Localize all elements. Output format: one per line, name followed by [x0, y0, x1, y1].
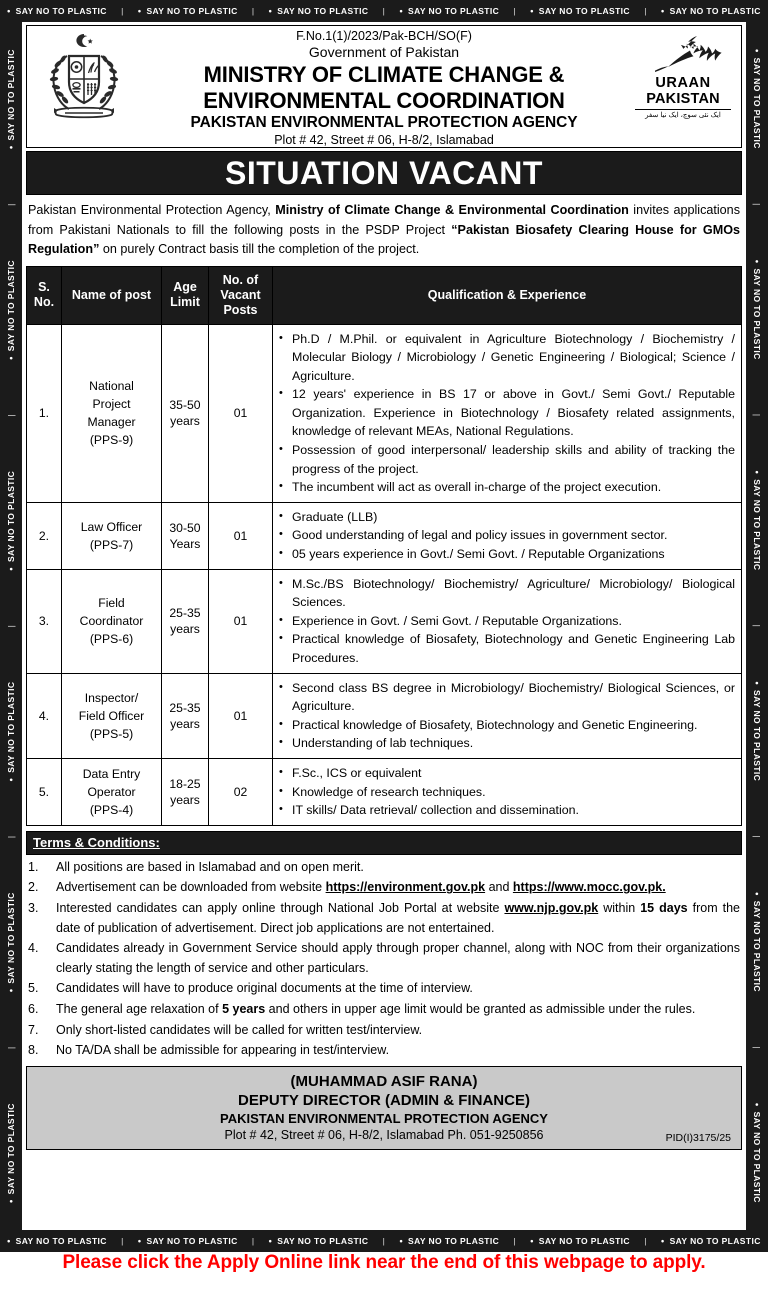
- bullet-icon: •: [5, 145, 16, 149]
- bullet-icon: •: [399, 1235, 403, 1246]
- plastic-strip-left: [0, 22, 22, 1230]
- term-number: 5.: [28, 981, 39, 996]
- sno-line2: No.: [33, 295, 55, 309]
- qualification-item: • 12 years' experience in BS 17 or above in Govt./ Semi Govt./ Reputable Organization. Experience in Biotechnology / Biosafety related assignments, knowledge of relevant MEAs, National Regulations.: [277, 385, 735, 441]
- plastic-strip-separator: |: [752, 413, 762, 417]
- intro-text-1: Pakistan Environmental Protection Agency,: [28, 203, 276, 217]
- term-number: 8.: [28, 1043, 39, 1058]
- post-name-line: Inspector/: [84, 690, 139, 705]
- pakistan-emblem-icon: [41, 30, 127, 126]
- plastic-strip-unit: [6, 49, 16, 149]
- bullet-icon: •: [268, 1235, 273, 1246]
- table-body: [27, 324, 742, 825]
- qualification-item: • Understanding of lab techniques.: [277, 734, 735, 753]
- age-limit-line: years: [170, 622, 200, 637]
- qualification-item: • IT skills/ Data retrieval/ collection and dissemination.: [277, 801, 735, 820]
- plastic-strip-separator: |: [121, 6, 124, 16]
- column-header-age: [162, 266, 209, 324]
- plastic-strip-separator: |: [6, 624, 16, 628]
- plastic-strip-text: SAY NO TO PLASTIC: [15, 6, 107, 16]
- age-limit-line: years: [170, 716, 200, 731]
- bullet-icon: •: [5, 1199, 16, 1203]
- plastic-strip-right: [746, 22, 768, 1230]
- qualification-item: • Possession of good interpersonal/ leadership skills and ability of tracking the progress of the project.: [277, 441, 735, 478]
- plastic-strip-separator: |: [121, 1236, 124, 1246]
- intro-text-3: on purely Contract basis till the completion of the project.: [99, 242, 420, 256]
- cell-qualification: [273, 758, 742, 825]
- age-limit-line: 25-35: [169, 700, 201, 715]
- signatory-address: Plot # 42, Street # 06, H-8/2, Islamabad Ph. 051-9250856: [224, 1127, 544, 1142]
- cell-serial-number: 2.: [27, 502, 62, 569]
- term-number: 2.: [28, 880, 39, 895]
- cell-vacant-posts: 01: [209, 502, 273, 569]
- vacant-line3: Posts: [223, 302, 258, 317]
- post-name-line: Manager: [87, 415, 136, 430]
- bullet-icon: •: [530, 1235, 534, 1246]
- plastic-strip-text: SAY NO TO PLASTIC: [752, 268, 762, 360]
- plastic-strip-text: SAY NO TO PLASTIC: [408, 1236, 500, 1246]
- qualification-item: • M.Sc./BS Biotechnology/ Biochemistry/ Agriculture/ Microbiology/ Biological Sciences.: [277, 575, 735, 612]
- term-text: Interested candidates can apply online through National Job Portal at website www.njp.gov.pk within 15 days from the date of publication of advertisement. Direct job applications are not entertained.: [56, 900, 740, 935]
- cell-post-name: [62, 758, 162, 825]
- masthead: [26, 25, 742, 148]
- term-text: Candidates will have to produce original documents at the time of interview.: [56, 981, 473, 996]
- vacancy-table: [26, 266, 742, 826]
- cell-qualification: [273, 502, 742, 569]
- bullet-icon: •: [137, 1235, 142, 1246]
- plastic-strip-text: SAY NO TO PLASTIC: [752, 900, 762, 992]
- bullet-icon: •: [5, 988, 16, 993]
- post-name-line: (PPS-7): [89, 537, 134, 552]
- table-row: [27, 502, 742, 569]
- qualification-list: [277, 508, 735, 564]
- term-text: All positions are based in Islamabad and on open merit.: [56, 859, 364, 874]
- plastic-strip-unit: [6, 1103, 16, 1203]
- uraan-line2: PAKISTAN: [646, 90, 720, 107]
- plastic-strip-separator: |: [251, 1236, 255, 1246]
- cell-qualification: [273, 569, 742, 673]
- qualification-item: • Knowledge of research techniques.: [277, 783, 735, 802]
- vacant-line1: No. of: [222, 272, 259, 287]
- bullet-icon: •: [7, 1235, 11, 1246]
- term-text: Candidates already in Government Service should apply through proper channel, along with NOC from their organizations clearly stating the length of service and other particulars.: [56, 941, 740, 975]
- plastic-strip-separator: |: [6, 1046, 16, 1049]
- signatory-organization: PAKISTAN ENVIRONMENTAL PROTECTION AGENCY: [220, 1110, 548, 1126]
- plastic-strip-text: SAY NO TO PLASTIC: [752, 1111, 762, 1203]
- bullet-icon: •: [268, 5, 273, 16]
- term-item: [28, 1041, 740, 1061]
- cell-age-limit: [162, 758, 209, 825]
- plastic-strip-unit: [752, 681, 762, 781]
- term-emphasis: 15 days: [640, 900, 688, 915]
- plastic-strip-text: SAY NO TO PLASTIC: [146, 6, 238, 16]
- cell-vacant-posts: 01: [209, 569, 273, 673]
- plastic-strip-separator: |: [644, 6, 647, 16]
- table-header: [27, 266, 742, 324]
- post-name-line: Coordinator: [79, 614, 144, 629]
- cell-post-name: [62, 673, 162, 758]
- plastic-strip-unit: [752, 1103, 762, 1203]
- term-number: 6.: [28, 1001, 39, 1016]
- plastic-strip-separator: |: [6, 203, 16, 206]
- term-item: [28, 858, 740, 878]
- bullet-icon: •: [137, 5, 142, 16]
- qualification-item: • Graduate (LLB): [277, 508, 735, 527]
- plastic-strip-text: SAY NO TO PLASTIC: [408, 6, 500, 16]
- qualification-item: • Second class BS degree in Microbiology/ Biochemistry/ Biological Sciences, or Agriculture.: [277, 679, 735, 716]
- plastic-strip-unit: [7, 6, 107, 16]
- plastic-strip-unit: [530, 1236, 630, 1246]
- intro-paragraph: [26, 201, 742, 260]
- table-row: [27, 569, 742, 673]
- plastic-strip-unit: [6, 260, 16, 360]
- cell-age-limit: [162, 673, 209, 758]
- term-emphasis: 5 years: [222, 1001, 266, 1016]
- term-link[interactable]: www.njp.gov.pk: [504, 900, 599, 915]
- cell-age-limit: [162, 324, 209, 502]
- plastic-strip-unit: [661, 6, 761, 16]
- bullet-icon: •: [5, 777, 16, 782]
- bullet-icon: •: [752, 259, 763, 264]
- plastic-strip-separator: |: [752, 1046, 762, 1049]
- plastic-strip-unit: [6, 682, 16, 782]
- post-name-line: (PPS-9): [89, 433, 134, 448]
- post-name-line: Law Officer: [80, 519, 143, 534]
- plastic-strip-text: SAY NO TO PLASTIC: [6, 681, 16, 773]
- apply-online-notice: Please click the Apply Online link near the end of this webpage to apply.: [62, 1252, 706, 1273]
- age-limit-line: Years: [169, 536, 201, 551]
- age-limit-line: 25-35: [169, 606, 201, 621]
- plastic-strip-unit: [138, 6, 238, 16]
- qualification-item: • Practical knowledge of Biosafety, Biotechnology and Genetic Engineering Lab Procedures.: [277, 630, 735, 667]
- age-limit-line: 30-50: [169, 520, 201, 535]
- term-link[interactable]: https://www.mocc.gov.pk.: [512, 880, 666, 895]
- plastic-strip-text: SAY NO TO PLASTIC: [6, 260, 16, 352]
- plastic-strip-unit: [399, 6, 499, 16]
- terms-heading: Terms & Conditions:: [33, 834, 160, 850]
- bullet-icon: •: [399, 5, 403, 16]
- plastic-strip-unit: [7, 1236, 107, 1246]
- qualification-item: • F.Sc., ICS or equivalent: [277, 764, 735, 783]
- term-number: 3.: [28, 900, 39, 915]
- table-row: [27, 758, 742, 825]
- plastic-strip-unit: [752, 49, 762, 149]
- term-item: [28, 979, 740, 999]
- ministry-name-line1: MINISTRY OF CLIMATE CHANGE &: [203, 62, 565, 87]
- plastic-strip-separator: |: [644, 1236, 647, 1246]
- plastic-strip-separator: |: [6, 835, 16, 839]
- plastic-strip-separator: |: [382, 6, 386, 16]
- sno-line1: S.: [38, 280, 50, 294]
- plastic-strip-separator: |: [6, 413, 16, 417]
- plastic-strip-text: SAY NO TO PLASTIC: [6, 1103, 16, 1195]
- cell-serial-number: 5.: [27, 758, 62, 825]
- uraan-line1: URAAN: [655, 75, 711, 91]
- plastic-strip-text: SAY NO TO PLASTIC: [146, 1236, 238, 1246]
- plastic-strip-separator: |: [513, 6, 517, 16]
- plastic-strip-separator: |: [251, 6, 255, 16]
- plastic-strip-text: SAY NO TO PLASTIC: [752, 57, 762, 149]
- plastic-strip-separator: |: [513, 1236, 517, 1246]
- term-text: Only short-listed candidates will be called for written test/interview.: [56, 1022, 423, 1037]
- qualification-item: • The incumbent will act as overall in-charge of the project execution.: [277, 478, 735, 497]
- cell-serial-number: 1.: [27, 324, 62, 502]
- situation-vacant-banner: SITUATION VACANT: [26, 151, 742, 195]
- term-text: The general age relaxation of 5 years and others in upper age limit would be granted as admissible under the rules.: [56, 1001, 696, 1016]
- age-limit-line: 18-25: [169, 776, 201, 791]
- plastic-strip-unit: [752, 892, 762, 992]
- bullet-icon: •: [5, 567, 16, 571]
- government-label: Government of Pakistan: [308, 44, 460, 60]
- term-item: [28, 878, 740, 898]
- plastic-strip-text: SAY NO TO PLASTIC: [752, 690, 762, 782]
- plastic-strip-text: SAY NO TO PLASTIC: [6, 49, 16, 141]
- plastic-strip-unit: [530, 6, 630, 16]
- bullet-icon: •: [530, 5, 534, 16]
- table-row: [27, 324, 742, 502]
- cell-vacant-posts: 01: [209, 324, 273, 502]
- plastic-strip-unit: [6, 471, 16, 571]
- signatory-name: (MUHAMMAD ASIF RANA): [290, 1072, 478, 1090]
- qualification-item: • Practical knowledge of Biosafety, Biotechnology and Genetic Engineering.: [277, 716, 735, 735]
- qualification-item: • Experience in Govt. / Semi Govt. / Reputable Organizations.: [277, 612, 735, 631]
- qualification-list: [277, 764, 735, 820]
- qualification-list: [277, 575, 735, 668]
- age-line1: Age: [173, 280, 197, 294]
- qualification-item: • Good understanding of legal and policy issues in government sector.: [277, 526, 735, 545]
- plastic-strip-unit: [752, 471, 762, 571]
- signature-block: [26, 1066, 742, 1150]
- cell-qualification: [273, 324, 742, 502]
- plastic-strip-text: SAY NO TO PLASTIC: [752, 479, 762, 571]
- cell-post-name: [62, 569, 162, 673]
- bullet-icon: •: [752, 1103, 763, 1107]
- plastic-strip-unit: [269, 1236, 369, 1246]
- intro-ministry-bold: Ministry of Climate Change & Environmental Coordination: [275, 203, 629, 217]
- cell-post-name: [62, 502, 162, 569]
- post-name-line: Field Officer: [78, 708, 145, 723]
- age-line2: Limit: [170, 295, 200, 309]
- age-limit-line: 35-50: [169, 398, 201, 413]
- plastic-strip-unit: [6, 892, 16, 992]
- uraan-pakistan-logo: [635, 32, 731, 119]
- cell-serial-number: 4.: [27, 673, 62, 758]
- agency-name: PAKISTAN ENVIRONMENTAL PROTECTION AGENCY: [190, 114, 578, 131]
- column-header-vacant: [209, 266, 273, 324]
- term-number: 4.: [28, 941, 39, 956]
- term-number: 7.: [28, 1022, 39, 1037]
- term-number: 1.: [28, 859, 39, 874]
- signatory-designation: DEPUTY DIRECTOR (ADMIN & FINANCE): [238, 1091, 530, 1109]
- term-text: No TA/DA shall be admissible for appearing in test/interview.: [56, 1043, 390, 1058]
- bullet-icon: •: [752, 49, 763, 53]
- post-name-line: Field: [98, 596, 125, 611]
- file-number: F.No.1(1)/2023/Pak-BCH/SO(F): [296, 29, 472, 43]
- cell-vacant-posts: 02: [209, 758, 273, 825]
- plastic-strip-text: SAY NO TO PLASTIC: [15, 1236, 107, 1246]
- intro-text-2: invites applications from Pakistani Nationals to fill the following posts in the PSDP Project: [28, 203, 740, 237]
- term-text: Advertisement can be downloaded from website https://environment.gov.pk and https://www.mocc.gov.pk.: [56, 880, 666, 895]
- qualification-list: [277, 679, 735, 753]
- post-name-line: (PPS-6): [89, 632, 134, 647]
- plastic-strip-unit: [138, 1236, 238, 1246]
- bullet-icon: •: [752, 470, 763, 475]
- plastic-strip-separator: |: [752, 835, 762, 839]
- plastic-strip-text: SAY NO TO PLASTIC: [538, 6, 630, 16]
- post-name-line: Data Entry: [82, 766, 141, 781]
- bullet-icon: •: [752, 892, 763, 896]
- column-header-post: Name of post: [62, 266, 162, 324]
- post-name-line: Project: [92, 397, 131, 412]
- bullet-icon: •: [661, 5, 665, 16]
- plastic-strip-unit: [752, 260, 762, 360]
- plastic-strip-top: [0, 0, 768, 22]
- term-item: [28, 939, 740, 978]
- age-limit-line: years: [170, 792, 200, 807]
- pid-reference: PID(I)3175/25: [665, 1131, 731, 1144]
- age-limit-line: years: [170, 414, 200, 429]
- plastic-strip-text: SAY NO TO PLASTIC: [6, 892, 16, 984]
- qualification-item: • Ph.D / M.Phil. or equivalent in Agriculture Biotechnology / Biochemistry / Molecular Biology / Microbiology / Genetic Engineering / Biological; Science / Agriculture.: [277, 330, 735, 386]
- terms-list: [26, 858, 742, 1061]
- advertisement-content: [22, 22, 746, 1230]
- plastic-strip-text: SAY NO TO PLASTIC: [669, 6, 761, 16]
- table-header-row: [27, 266, 742, 324]
- intro-project-bold: “Pakistan Biosafety Clearing House for GMOs Regulation”: [28, 222, 740, 256]
- cell-vacant-posts: 01: [209, 673, 273, 758]
- plastic-strip-bottom: [0, 1230, 768, 1252]
- bullet-icon: •: [5, 356, 16, 360]
- vacant-line2: Vacant: [220, 287, 261, 302]
- post-name-line: National: [89, 379, 134, 394]
- cell-age-limit: [162, 569, 209, 673]
- column-header-sno: [27, 266, 62, 324]
- cell-post-name: [62, 324, 162, 502]
- qualification-list: [277, 330, 735, 497]
- post-name-line: (PPS-4): [89, 802, 134, 817]
- plastic-strip-text: SAY NO TO PLASTIC: [277, 1236, 369, 1246]
- plastic-strip-text: SAY NO TO PLASTIC: [669, 1236, 761, 1246]
- terms-heading-bar: [26, 831, 742, 855]
- plastic-strip-separator: |: [752, 624, 762, 628]
- plastic-strip-unit: [399, 1236, 499, 1246]
- bullet-icon: •: [752, 681, 763, 685]
- plastic-strip-separator: |: [382, 1236, 386, 1246]
- plastic-strip-text: SAY NO TO PLASTIC: [6, 470, 16, 562]
- term-item: [28, 1021, 740, 1041]
- cell-age-limit: [162, 502, 209, 569]
- qualification-item: • 05 years experience in Govt./ Semi Govt. / Reputable Organizations: [277, 545, 735, 564]
- post-name-line: Operator: [87, 784, 136, 799]
- cell-qualification: [273, 673, 742, 758]
- column-header-qualification: Qualification & Experience: [273, 266, 742, 324]
- term-item: [28, 899, 740, 938]
- falcon-icon: [635, 32, 731, 76]
- plastic-strip-text: SAY NO TO PLASTIC: [538, 1236, 630, 1246]
- agency-address: Plot # 42, Street # 06, H-8/2, Islamabad: [274, 133, 494, 147]
- cell-serial-number: 3.: [27, 569, 62, 673]
- uraan-urdu-text: ایک نئی سوچ، ایک نیا سفر: [635, 109, 731, 119]
- term-item: [28, 1000, 740, 1020]
- plastic-strip-unit: [661, 1236, 761, 1246]
- post-name-line: (PPS-5): [89, 726, 134, 741]
- plastic-strip-unit: [269, 6, 369, 16]
- plastic-strip-text: SAY NO TO PLASTIC: [277, 6, 369, 16]
- bullet-icon: •: [7, 5, 11, 16]
- bullet-icon: •: [661, 1235, 665, 1246]
- plastic-strip-separator: |: [752, 203, 762, 206]
- table-row: [27, 673, 742, 758]
- ministry-name-line2: ENVIRONMENTAL COORDINATION: [203, 88, 565, 113]
- term-link[interactable]: https://environment.gov.pk: [325, 880, 486, 895]
